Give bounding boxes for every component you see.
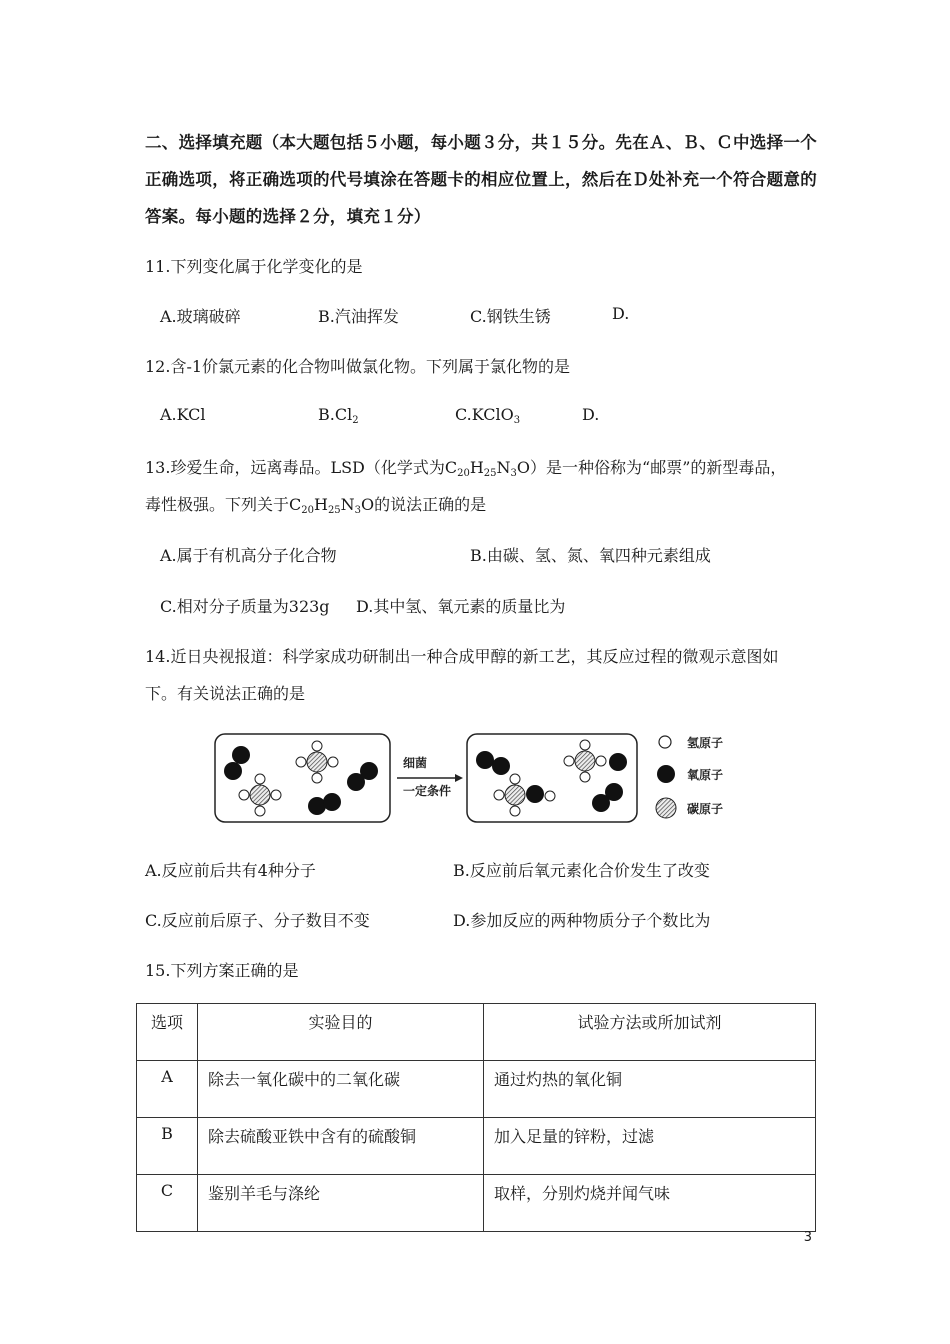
q14-option-c: C.反应前后原子、分子数目不变 (145, 911, 370, 930)
hydrogen-atom (255, 806, 265, 816)
carbon-atom (575, 751, 595, 771)
carbon-atom (505, 785, 525, 805)
hydrogen-atom (510, 774, 520, 784)
oxygen-atom (476, 751, 494, 769)
legend-oxygen-label: 氧原子 (687, 768, 724, 782)
header-option: 选项 (137, 1004, 198, 1061)
q13-option-c: C.相对分子质量为323g (160, 597, 330, 616)
q14-option-a: A.反应前后共有4种分子 (145, 861, 316, 880)
q14-option-b: B.反应前后氧元素化合价发生了改变 (453, 861, 710, 880)
q12-option-d: D. (582, 405, 600, 424)
q13-option-a: A.属于有机高分子化合物 (160, 546, 337, 565)
oxygen-atom (360, 762, 378, 780)
q11-option-c: C.钢铁生锈 (470, 307, 551, 326)
q14-stem-line2: 下。有关说法正确的是 (145, 684, 306, 703)
header-purpose: 实验目的 (198, 1004, 484, 1061)
oxygen-atom (605, 783, 623, 801)
cell-purpose: 除去硫酸亚铁中含有的硫酸铜 (198, 1118, 484, 1175)
hydrogen-atom (494, 790, 504, 800)
arrow-label-top: 细菌 (402, 756, 428, 770)
hydrogen-atom (596, 756, 606, 766)
section-heading: 二、选择填充题（本大题包括５小题，每小题３分，共１５分。先在Ａ、Ｂ、Ｃ中选择一个正确选项，将正确选项的代号填涂在答题卡的相应位置上，然后在Ｄ处补充一个符合题意的答案。每小题的选择２分，填充１分） (145, 133, 817, 226)
experiment-table (136, 1003, 816, 1232)
cell-option: C (137, 1175, 198, 1232)
q12-option-b: $B.Cl_2$ (318, 405, 359, 426)
hydrogen-atom (271, 790, 281, 800)
cell-option: B (137, 1118, 198, 1175)
legend-hydrogen-label: 氢原子 (687, 736, 724, 750)
arrow-label-bottom: 一定条件 (402, 784, 452, 798)
q11-option-a: A.玻璃破碎 (160, 307, 241, 326)
q13-stem-line2: 毒性极强。下列关于$C_{20}H_{25}N_3O$的说法正确的是 (145, 495, 487, 516)
hydrogen-atom (255, 774, 265, 784)
oxygen-atom (492, 757, 510, 775)
hydrogen-atom (580, 772, 590, 782)
table-row (137, 1118, 816, 1175)
hydrogen-atom (312, 773, 322, 783)
legend-oxygen-icon (657, 765, 675, 783)
legend-carbon-icon (656, 798, 676, 818)
legend-hydrogen-icon (659, 736, 671, 748)
q15-stem: 15.下列方案正确的是 (145, 961, 299, 980)
hydrogen-atom (545, 791, 555, 801)
header-method: 试验方法或所加试剂 (484, 1004, 816, 1061)
cell-purpose: 除去一氧化碳中的二氧化碳 (198, 1061, 484, 1118)
q11-option-b: B.汽油挥发 (318, 307, 399, 326)
oxygen-atom (526, 785, 544, 803)
table-header-row (137, 1004, 816, 1061)
reaction-diagram (205, 722, 750, 834)
q12-option-a: A.KCl (160, 405, 206, 424)
oxygen-atom (232, 746, 250, 764)
q12-stem: 12.含-1价氯元素的化合物叫做氯化物。下列属于氯化物的是 (145, 357, 571, 376)
hydrogen-atom (239, 790, 249, 800)
q13-option-d: D.其中氢、氧元素的质量比为 (356, 597, 566, 616)
carbon-atom (250, 785, 270, 805)
hydrogen-atom (312, 741, 322, 751)
oxygen-atom (609, 753, 627, 771)
hydrogen-atom (564, 756, 574, 766)
cell-option: A (137, 1061, 198, 1118)
table-row (137, 1061, 816, 1118)
table-row (137, 1175, 816, 1232)
cell-method: 通过灼热的氧化铜 (484, 1061, 816, 1118)
q14-stem-line1: 14.近日央视报道：科学家成功研制出一种合成甲醇的新工艺，其反应过程的微观示意图如 (145, 647, 779, 666)
cell-method: 加入足量的锌粉，过滤 (484, 1118, 816, 1175)
products-box (467, 734, 637, 822)
hydrogen-atom (510, 806, 520, 816)
page-number: 3 (803, 1230, 812, 1245)
oxygen-atom (224, 762, 242, 780)
cell-method: 取样，分别灼烧并闻气味 (484, 1175, 816, 1232)
cell-purpose: 鉴别羊毛与涤纶 (198, 1175, 484, 1232)
hydrogen-atom (296, 757, 306, 767)
q11-stem: 11.下列变化属于化学变化的是 (145, 257, 363, 276)
q13-option-b: B.由碳、氢、氮、氧四种元素组成 (470, 546, 711, 565)
oxygen-atom (323, 793, 341, 811)
q12-option-c: C.KClO$_3$ (455, 405, 521, 426)
hydrogen-atom (580, 740, 590, 750)
q13-stem-line1: 13.珍爱生命，远离毒品。LSD（化学式为$C_{20}H_{25}N_3O$）是一种俗称为“邮票”的新型毒品， (145, 458, 787, 479)
legend-carbon-label: 碳原子 (687, 802, 724, 816)
carbon-atom (307, 752, 327, 772)
hydrogen-atom (328, 757, 338, 767)
q11-option-d: D. (612, 304, 630, 323)
q14-option-d: D.参加反应的两种物质分子个数比为 (453, 911, 711, 930)
